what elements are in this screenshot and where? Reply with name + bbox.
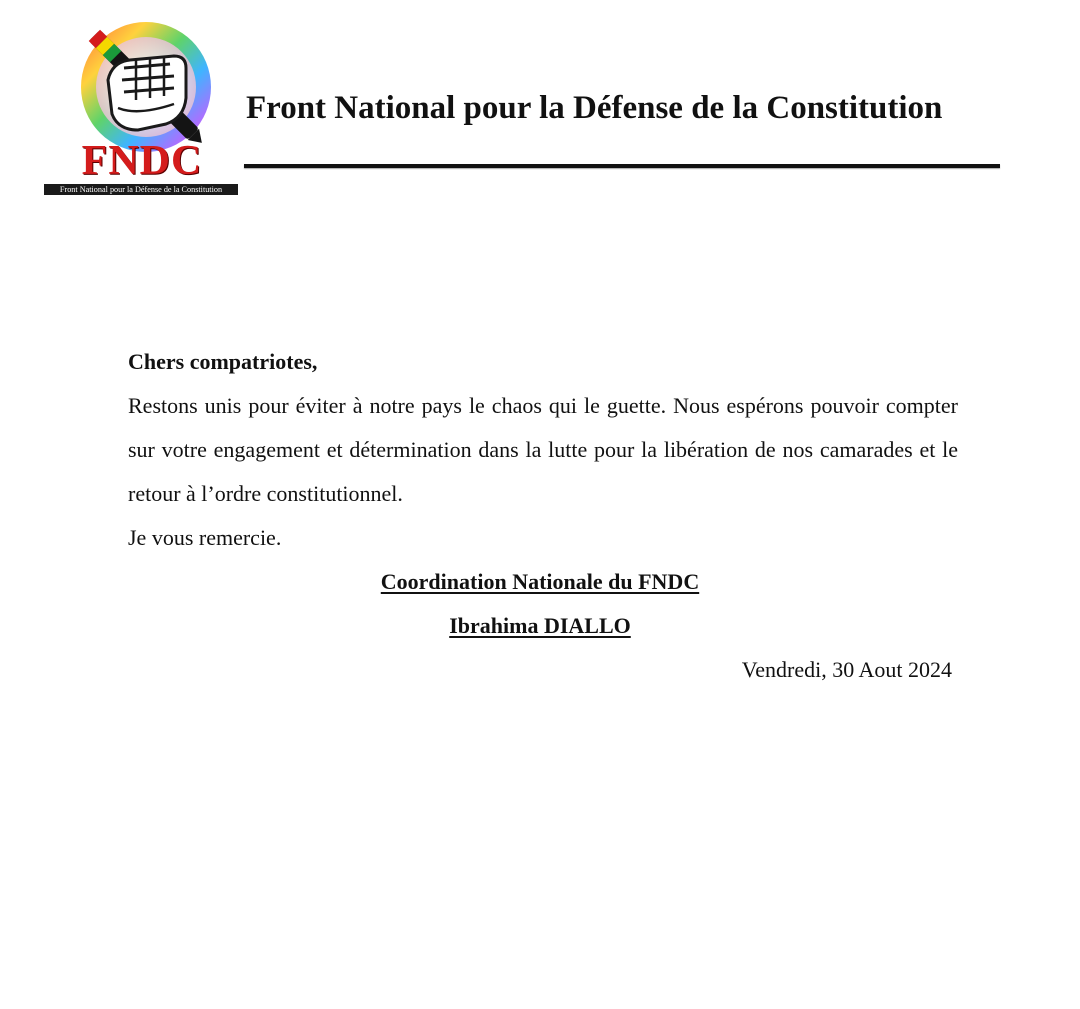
- closing-line: Je vous remercie.: [128, 525, 282, 550]
- signature-organization: Coordination Nationale du FNDC: [380, 569, 700, 594]
- body-paragraph: Restons unis pour éviter à notre pays le chaos qui le guette. Nous espérons pouvoir compter sur votre engagement et détermination dans la lutte pour la libération de nos camarades et le retour à l’ordre constitutionnel.: [128, 393, 958, 506]
- logo-subtitle-strip: Front National pour la Défense de la Constitution: [44, 184, 238, 195]
- fndc-logo: [42, 20, 242, 198]
- signature-block: [128, 560, 952, 692]
- signature-date: Vendredi, 30 Aout 2024: [741, 657, 952, 682]
- header-divider: [244, 164, 1000, 168]
- page-title: Front National pour la Défense de la Constitution: [246, 90, 943, 126]
- signature-name: Ibrahima DIALLO: [449, 613, 631, 638]
- letter-body: [128, 340, 958, 560]
- fist-holding-pen-icon: [78, 20, 214, 154]
- logo-acronym: FNDC: [81, 138, 203, 184]
- salutation: Chers compatriotes,: [128, 349, 318, 374]
